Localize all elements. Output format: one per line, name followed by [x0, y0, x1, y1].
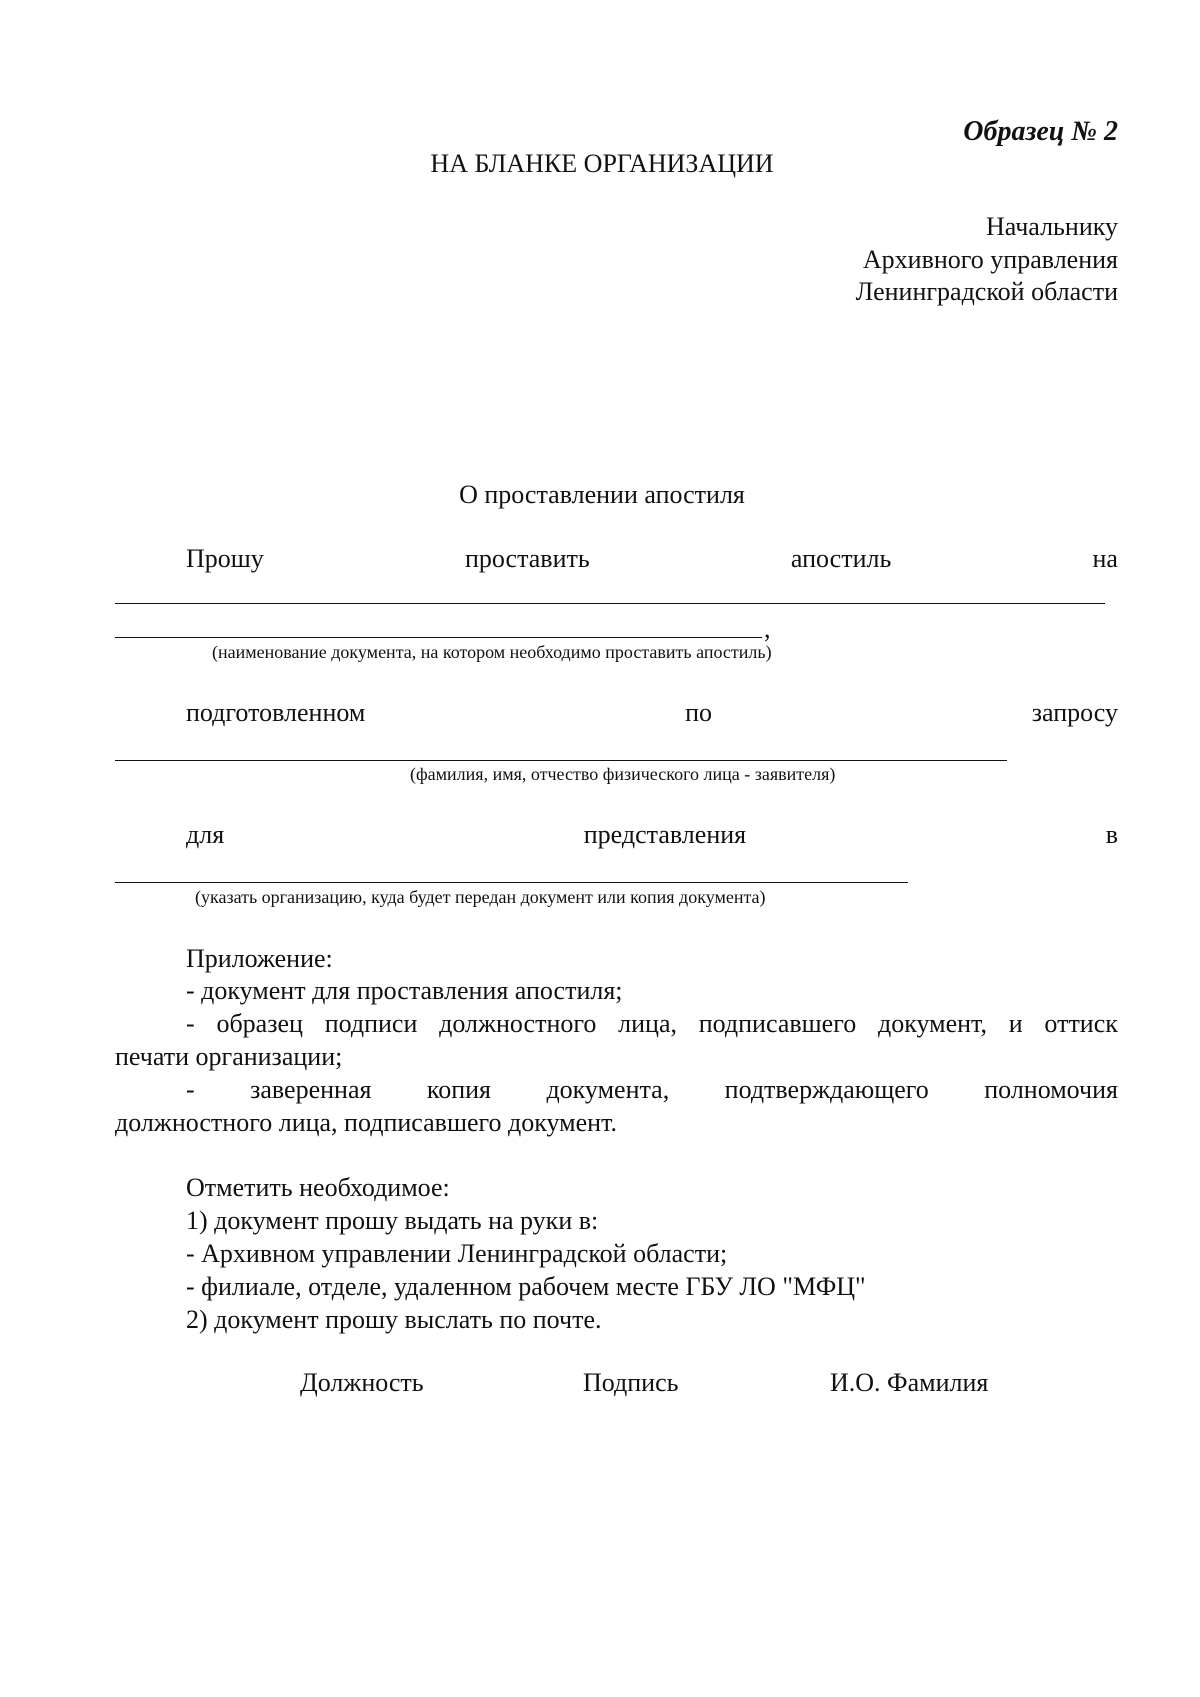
word: полномочия — [984, 1075, 1118, 1104]
word: запросу — [1031, 698, 1118, 727]
signature-name: И.О. Фамилия — [830, 1368, 989, 1397]
word: апостиль — [790, 544, 892, 573]
addressee-line: Начальнику — [985, 212, 1118, 241]
word: проставить — [464, 544, 590, 573]
document-name-field[interactable] — [115, 603, 1105, 604]
word: представления — [583, 820, 747, 849]
option-line: - Архивном управлении Ленинградской области; — [186, 1239, 728, 1268]
word: Прошу — [186, 544, 264, 573]
attachment-item — [186, 1074, 1118, 1106]
comma: , — [764, 614, 771, 643]
word: лица, — [618, 1009, 677, 1038]
applicant-name-field[interactable] — [115, 760, 1007, 761]
word: по — [685, 698, 712, 727]
word: должностного — [439, 1009, 597, 1038]
attachment-item: - документ для проставления апостиля; — [186, 976, 623, 1005]
caption-document: (наименование документа, на котором необходимо проставить апостиль) — [212, 642, 772, 662]
request-line-3 — [186, 819, 1118, 851]
word: подтверждающего — [724, 1075, 929, 1104]
word: подписи — [324, 1009, 418, 1038]
letterhead-note: НА БЛАНКЕ ОРГАНИЗАЦИИ — [430, 149, 774, 178]
attachments-title: Приложение: — [186, 944, 333, 973]
request-line-1 — [186, 543, 1118, 575]
word: на — [1092, 544, 1118, 573]
signature-sign: Подпись — [583, 1368, 679, 1397]
option-line: - филиале, отделе, удаленном рабочем месте ГБУ ЛО "МФЦ" — [186, 1272, 866, 1301]
addressee-line: Ленинградской области — [855, 277, 1118, 306]
addressee-block — [856, 211, 1118, 309]
addressee-line: Архивного управления — [862, 244, 1118, 274]
word: в — [1105, 820, 1118, 849]
caption-organization: (указать организацию, куда будет передан документ или копия документа) — [195, 887, 766, 907]
word: для — [186, 820, 225, 849]
word: образец — [216, 1009, 303, 1038]
word: и — [1008, 1009, 1023, 1038]
word: подготовленном — [186, 698, 366, 727]
document-name-field-cont[interactable] — [115, 637, 762, 638]
option-line: 2) документ прошу выслать по почте. — [186, 1305, 602, 1334]
request-line-2 — [186, 697, 1118, 729]
word: - — [186, 1075, 195, 1104]
document-subject: О проставлении апостиля — [459, 480, 745, 509]
word: документ, — [878, 1009, 987, 1038]
options-title: Отметить необходимое: — [186, 1173, 450, 1202]
word: заверенная — [250, 1075, 372, 1104]
word: оттиск — [1044, 1009, 1118, 1038]
signature-position: Должность — [300, 1368, 424, 1397]
organization-field[interactable] — [115, 882, 908, 883]
word: подписавшего — [698, 1009, 857, 1038]
word: - — [186, 1009, 195, 1038]
caption-applicant: (фамилия, имя, отчество физического лица - заявителя) — [410, 764, 836, 784]
option-line: 1) документ прошу выдать на руки в: — [186, 1206, 599, 1235]
word: документа, — [546, 1075, 670, 1104]
attachment-item-cont: должностного лица, подписавшего документ. — [115, 1108, 617, 1137]
attachment-item-cont: печати организации; — [115, 1042, 343, 1071]
sample-label: Образец № 2 — [963, 116, 1118, 147]
attachment-item — [186, 1008, 1118, 1040]
word: копия — [426, 1075, 491, 1104]
